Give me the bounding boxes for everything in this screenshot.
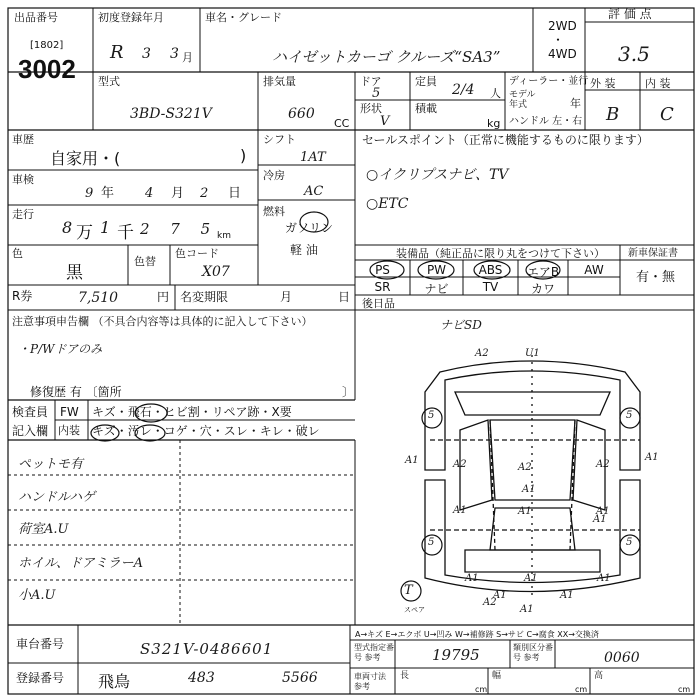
- damage-mark: A1: [520, 604, 534, 615]
- inspection-month: 4: [145, 186, 154, 201]
- fuel-label: 燃料: [263, 205, 285, 218]
- capacity-label: 定員: [415, 75, 437, 88]
- notes-value: ・P/Wドアのみ: [18, 342, 103, 356]
- dealer-label: ディーラー・並行: [509, 76, 589, 87]
- damage-mark: 5: [428, 410, 435, 421]
- equip-leather: カワ: [530, 282, 555, 296]
- color-code-label: 色コード: [175, 247, 219, 260]
- name-change-day: 日: [338, 290, 351, 304]
- sen-unit: 千: [117, 223, 134, 243]
- kg-unit: kg: [487, 117, 501, 130]
- ac-label: 冷房: [263, 169, 285, 182]
- man-unit: 万: [76, 223, 93, 243]
- width-unit: cm: [575, 685, 588, 694]
- car-diagram: [425, 355, 640, 600]
- notes-label: 注意事項申告欄 （不具合内容等は具体的に記入して下さい）: [12, 315, 313, 328]
- color-value: 黒: [66, 263, 83, 283]
- interior-grade: C: [660, 104, 674, 125]
- inspector-note: ハンドルハゲ: [18, 490, 96, 505]
- history-label: 車歴: [12, 133, 34, 146]
- damage-mark: A1: [493, 590, 507, 601]
- type-designation-label: 型式指定番号 参考: [354, 643, 394, 662]
- inspection-label: 車検: [12, 173, 34, 186]
- width-label: 幅: [492, 671, 502, 681]
- height-unit: cm: [678, 685, 691, 694]
- inspector-note: ペットモ有: [18, 457, 84, 472]
- reg-number: 5566: [282, 670, 318, 686]
- lot-number: 3002: [18, 54, 76, 84]
- damage-mark: A1: [596, 506, 610, 517]
- doors-label: ドア: [360, 75, 382, 88]
- repair-label: 修復歴 有 〔箇所: [30, 385, 122, 399]
- aftermarket-label: 後日品: [362, 297, 395, 310]
- mileage-rest: 2 7 5: [140, 220, 219, 238]
- car-grade-label: 車名・グレード: [205, 11, 282, 24]
- displacement: 660: [288, 106, 315, 122]
- damage-mark: 5: [428, 537, 435, 548]
- damage-mark: A1: [645, 452, 659, 463]
- mileage-sen: 1: [100, 218, 111, 237]
- equip-aw: AW: [584, 263, 604, 277]
- fuel-gasoline: ガソリン: [285, 221, 334, 235]
- first-reg-month: 3: [170, 46, 179, 62]
- damage-mark: A2: [483, 597, 497, 608]
- body-size-label: 車両寸法 参考: [354, 672, 386, 691]
- exterior-grade: B: [606, 104, 620, 125]
- lot-label: 出品番号: [14, 11, 58, 24]
- handle-label: ハンドル 左・右: [509, 116, 583, 127]
- equip-navi: ナビ: [424, 282, 449, 296]
- equip-airbag: エアB: [526, 265, 560, 279]
- warranty-label: 新車保証書: [628, 248, 678, 259]
- model-year-unit: 年: [570, 97, 581, 110]
- chassis-number: S321V-0486601: [140, 640, 274, 658]
- displacement-label: 排気量: [263, 75, 296, 88]
- score-label: 評 価 点: [608, 7, 652, 21]
- legend: A→キズ E→エクボ U→凹み W→補修跡 S→サビ C→腐食 XX→交換済: [355, 630, 599, 639]
- inspection-day-unit: 日: [228, 186, 242, 201]
- shape: V: [380, 114, 390, 129]
- recycle-label: R券: [12, 289, 33, 303]
- equip-tv: TV: [482, 280, 499, 294]
- load-label: 積載: [415, 102, 437, 115]
- aftermarket-value: ナビSD: [440, 318, 482, 332]
- sales-points-label: セールスポイント（正常に機能するものに限ります）: [362, 133, 649, 147]
- shift: 1AT: [300, 150, 326, 165]
- damage-mark: A2: [518, 462, 532, 473]
- damage-mark: U1: [525, 348, 540, 359]
- ac-value: AC: [304, 184, 324, 199]
- length-unit: cm: [475, 685, 488, 694]
- auction-code: [1802]: [30, 40, 64, 51]
- length-label: 長: [400, 671, 410, 681]
- tire-mark: T: [404, 583, 413, 598]
- drive-dot: ・: [552, 33, 565, 47]
- interior-items: キズ・汚レ・コゲ・穴・スレ・キレ・破レ: [92, 424, 320, 438]
- fw-items: キズ・飛石・ヒビ割・リペア跡・X要: [92, 405, 292, 419]
- shift-label: シフト: [263, 133, 296, 146]
- equip-sr: SR: [374, 280, 391, 294]
- drive-2wd: 2WD: [548, 19, 577, 33]
- model-year-label: モデル年式: [509, 90, 536, 110]
- equip-ps: PS: [375, 263, 390, 277]
- inspection-month-unit: 月: [171, 186, 185, 201]
- damage-mark: 5: [626, 537, 633, 548]
- shape-label: 形状: [360, 102, 382, 115]
- damage-mark: A1: [465, 573, 479, 584]
- tire-mark-sub: スペア: [404, 606, 425, 614]
- color-change-label: 色替: [134, 255, 156, 268]
- damage-mark: A1: [405, 455, 419, 466]
- inspector-note: 荷室A.U: [18, 522, 69, 537]
- inspector-note: ホイル、ドアミラーA: [18, 556, 143, 571]
- capacity: 2/4: [452, 82, 475, 98]
- reg-no-label: 登録番号: [16, 671, 65, 685]
- damage-mark: A1: [453, 505, 467, 516]
- chassis-label: 車台番号: [16, 637, 65, 651]
- recycle-amount: 7,510: [78, 290, 119, 306]
- doors: 5: [372, 86, 381, 101]
- damage-mark: A1: [597, 573, 611, 584]
- inspector-note: 小A.U: [18, 588, 56, 603]
- cc-unit: CC: [334, 117, 350, 130]
- sales-point-1: ○イクリプスナビ、TV: [366, 167, 509, 183]
- reg-class: 483: [188, 670, 215, 686]
- equip-abs: ABS: [478, 263, 503, 277]
- first-reg-era: R: [110, 42, 124, 63]
- history-close: ): [240, 146, 247, 165]
- km-unit: km: [217, 231, 231, 241]
- inspection-year: 9: [85, 186, 94, 201]
- fuel-diesel: 軽 油: [290, 243, 318, 257]
- category-label: 類別区分番号 参考: [513, 643, 553, 662]
- damage-mark: A1: [518, 506, 532, 517]
- score-value: 3.5: [618, 42, 650, 66]
- capacity-unit: 人: [490, 87, 501, 100]
- damage-mark: A1: [524, 573, 538, 584]
- height-label: 高: [594, 671, 604, 681]
- name-change-month: 月: [280, 290, 293, 304]
- color-code: X07: [202, 264, 230, 280]
- model-code: 3BD-S321V: [130, 106, 212, 122]
- history: 自家用・(: [50, 149, 121, 168]
- inspection-year-unit: 年: [101, 186, 115, 201]
- mileage-label: 走行: [12, 208, 34, 221]
- entry-label: 記入欄: [12, 424, 49, 438]
- mileage-man: 8: [62, 218, 73, 237]
- fw-label: FW: [60, 405, 79, 419]
- exterior-label: 外 装: [590, 77, 616, 90]
- type-designation: 19795: [432, 646, 480, 664]
- first-reg-year: 3: [142, 46, 151, 62]
- warranty-yes-no: 有・無: [636, 270, 676, 285]
- inspector-label: 検査員: [12, 405, 49, 419]
- damage-mark: A1: [593, 514, 607, 525]
- damage-mark: A2: [475, 348, 489, 359]
- sales-point-2: ○ETC: [366, 196, 409, 212]
- damage-mark: A1: [560, 590, 574, 601]
- equip-pw: PW: [426, 263, 447, 277]
- first-reg-label: 初度登録年月: [98, 11, 164, 24]
- damage-mark: 5: [626, 410, 633, 421]
- damage-mark: A2: [596, 459, 610, 470]
- reg-area: 飛鳥: [98, 672, 131, 691]
- repair-close: 〕: [342, 385, 355, 399]
- model-label: 型式: [98, 75, 120, 88]
- name-change-label: 名変期限: [180, 290, 229, 304]
- interior-label: 内 装: [645, 77, 671, 90]
- drive-4wd: 4WD: [548, 47, 577, 61]
- damage-mark: A1: [522, 484, 536, 495]
- category-number: 0060: [604, 650, 640, 666]
- yen-unit: 円: [157, 290, 170, 304]
- damage-mark: A2: [453, 459, 467, 470]
- color-label: 色: [12, 247, 23, 260]
- car-name: ハイゼットカーゴ クルーズ“SA3”: [272, 48, 501, 66]
- first-reg-month-unit: 月: [182, 51, 193, 64]
- equipment-label: 装備品（純正品に限り丸をつけて下さい）: [396, 247, 605, 260]
- inspection-day: 2: [200, 186, 209, 201]
- interior-short: 内装: [58, 424, 80, 437]
